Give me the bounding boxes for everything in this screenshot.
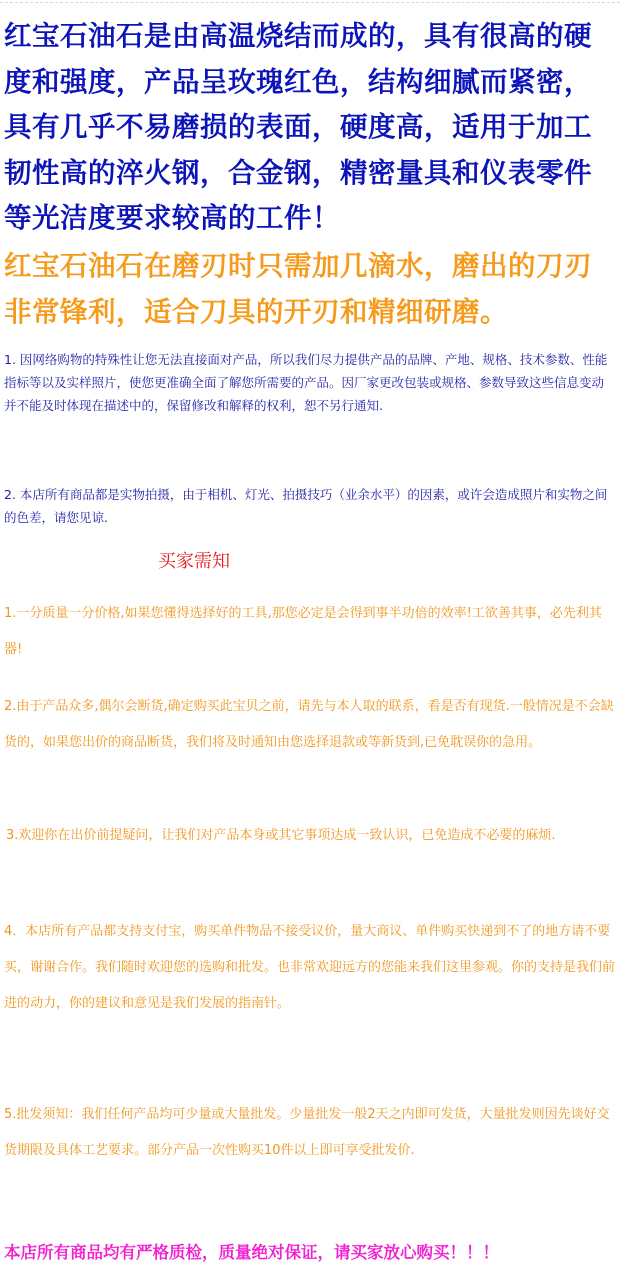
- buyer-notice-heading: 买家需知: [158, 551, 230, 572]
- product-description-orange: 红宝石油石在磨刃时只需加几滴水，磨出的刀刃非常锋利，适合刀具的开刃和精细研磨。: [4, 250, 592, 328]
- notice-paragraph-1: 1. 因网络购物的特殊性让您无法直接面对产品，所以我们尽力提供产品的品牌、产地、规格、技术参数、性能指标等以及实样照片，使您更准确全面了解您所需要的产品。因厂家更改包装或规格、参数导致这些信息变动并不能及时体现在描述中的，保留修改和解释的权利，恕不另行通知.: [4, 352, 608, 413]
- buyer-notice-item-5: 5.批发须知：我们任何产品均可少量或大量批发。少量批发一般2天之内即可发货，大量批发则因先谈好交货期限及具体工艺要求。部分产品一次性购买10件以上即可享受批发价.: [4, 1107, 610, 1158]
- buyer-notice-item-2: 2.由于产品众多,偶尔会断货,确定购买此宝贝之前，请先与本人取的联系，看是否有现货.一般情况是不会缺货的，如果您出价的商品断货，我们将及时通知由您选择退款或等新货到,已免耽误你的急用。: [4, 699, 614, 750]
- buyer-notice-item-3: 3.欢迎你在出价前提疑问，让我们对产品本身或其它事项达成一致认识，已免造成不必要的麻烦.: [6, 828, 556, 843]
- top-divider: [0, 2, 620, 3]
- buyer-notice-item-4: 4．本店所有产品都支持支付宝，购买单件物品不接受议价，量大商议、单件购买快递到不了的地方请不要买，谢谢合作。我们随时欢迎您的选购和批发。也非常欢迎远方的您能来我们这里参观。你的支持是我们前进的动力，你的建议和意见是我们发展的指南针。: [4, 924, 616, 1011]
- product-description-blue: 红宝石油石是由高温烧结而成的，具有很高的硬度和强度，产品呈玫瑰红色，结构细腻而紧密，具有几乎不易磨损的表面，硬度高，适用于加工韧性高的淬火钢，合金钢，精密量具和仪表零件等光洁度要求较高的工件！: [4, 20, 592, 234]
- quality-guarantee-footer: 本店所有商品均有严格质检，质量绝对保证，请买家放心购买！！！: [4, 1243, 499, 1262]
- notice-paragraph-2: 2. 本店所有商品都是实物拍摄，由于相机、灯光、拍摄技巧（业余水平）的因素，或许会造成照片和实物之间的色差，请您见谅.: [4, 487, 608, 525]
- buyer-notice-item-1: 1.一分质量一分价格,如果您懂得选择好的工具,那您必定是会得到事半功倍的效率!工欲善其事，必先利其器!: [4, 606, 602, 657]
